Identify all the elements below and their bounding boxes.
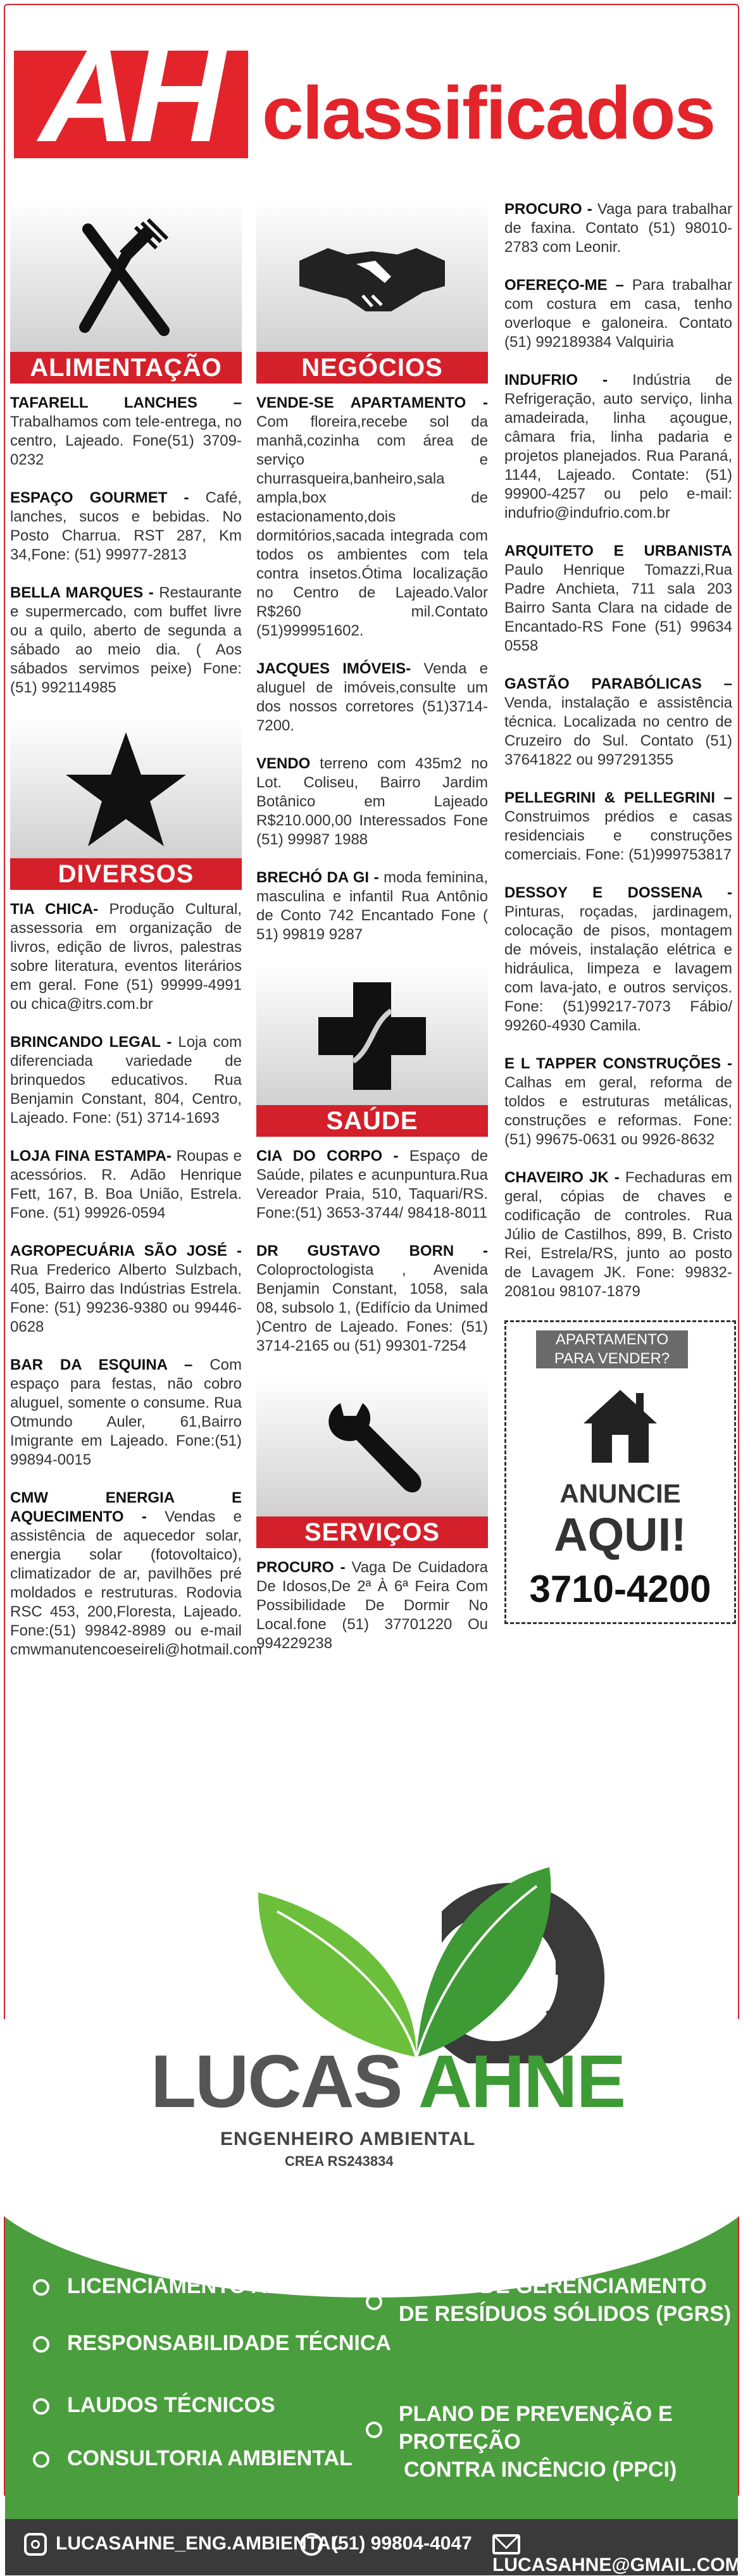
ad-jacques-imoveis [256, 660, 488, 735]
ad-brecho-da-gi [256, 868, 488, 944]
alimentacao-icon-box [10, 197, 242, 356]
ad-text: Produção Cultural, assessoria em organização de livros, edição de livros, palestras sobre literatura, eventos literários em geral. Fone (51) 99999-4991 ou chica@itrs.com.br [10, 901, 242, 1013]
ad-title: LOJA FINA ESTAMPA- [10, 1147, 172, 1165]
mail-icon [492, 2534, 520, 2554]
ad-text: Paulo Henrique Tomazzi,Rua Padre Anchieta, 711 sala 203 Bairro Santa Clara na cidade de Encantado-RS Fone (51) 99634 0558 [504, 561, 732, 654]
category-alimentacao: ALIMENTAÇÃO [10, 352, 242, 384]
ad-title: PELLEGRINI & PELLEGRINI – [504, 789, 732, 806]
ad-tia-chica [10, 900, 242, 1014]
ad-title: VENDE-SE APARTAMENTO - [256, 394, 488, 411]
ad-text: Coloproctologista , Avenida Benjamin Constant, 1058, sala 08, subsolo 1, (Edifício da Unimed )Centro de Lajeado. Fones: (51) 3714-2165 ou (51) 99301-7254 [256, 1261, 488, 1354]
service-label: LICENCIAMENTO AMBIENTAL [67, 2274, 377, 2298]
service-label-line1: PLANO DE PREVENÇÃO E PROTEÇÃO [399, 2402, 673, 2454]
servicos-icon-box [256, 1375, 488, 1520]
ad-procuro-cuidadora [256, 1558, 488, 1653]
category-saude: SAÚDE [256, 1105, 488, 1137]
service-item [33, 2444, 353, 2472]
ad-dessoy-dossena [504, 884, 732, 1035]
house-icon [580, 1387, 660, 1466]
ad-arquiteto [504, 542, 732, 656]
service-item [33, 2272, 377, 2300]
ad-text: Vendas e assistência de aquecedor solar, energia solar (fotovoltaico), climatizador de ar, pavilhões pré moldados e restruturas. Rodovia RSC 453, 200,Floresta, Lajeado. Fone:(51) 99842-8989 ou e-mail cmwmanutencoeseireli@hotmail.com [10, 1508, 262, 1658]
negocios-icon-box [256, 197, 488, 356]
diversos-icon-box [10, 716, 242, 862]
ad-text: Venda, instalação e assistência técnica. Localizada no centro de Cruzeiro do Sul. Contato (51) 37641822 ou 997291355 [504, 694, 732, 768]
ad-title: PROCURO - [504, 201, 592, 218]
ad-title: CIA DO CORPO - [256, 1147, 399, 1165]
ad-title: CHAVEIRO JK - [504, 1169, 620, 1186]
ad-text: Venda e aluguel de imóveis,consulte um dos nossos corretores (51)3714-7200. [256, 660, 489, 734]
gear-bullet-icon [33, 2451, 49, 2468]
ad-procuro-faxina [504, 200, 732, 257]
ad-title: BRECHÓ DA GI - [256, 869, 379, 886]
ad-text: Restaurante e supermercado, com buffet livre ou a quilo, aberto de segunda a sábado ao meio dia. ( Aos sábados servimos peixe) Fone: (51) 992114985 [10, 584, 242, 696]
brand-first: LUCAS [151, 2040, 402, 2123]
masthead [14, 21, 729, 170]
ad-text: Roupas e acessórios. R. Adão Henrique Fett, 167, B. Boa União, Estrela. Fone. (51) 99926-0594 [10, 1147, 242, 1222]
ad-title: DR GUSTAVO BORN - [256, 1242, 488, 1260]
ad-indufrio [504, 371, 732, 523]
ad-brincando-legal [10, 1033, 242, 1128]
leaves-gear-icon [170, 1854, 613, 2063]
ad-text: Indústria de Refrigeração, auto serviço, linha amadeirada, linha açougue, câmara fria, linha padaria e projetos planejados. Rua Paraná, 1144, Lajeado. Contate: (51) 99900-4257 ou pelo e-mail: indufrio@indufrio.com.br [504, 372, 733, 522]
ad-text: Com floreira,recebe sol da manhã,cozinha com área de serviço e churrasqueira,banheiro,sala ampla,box de estacionamento,dois dormitórios,sacada integrada com todos os ambientes com tela contra insetos.Ótima localização no Centro de Lajeado.Valor R$260 mil.Contato (51)999951602. [256, 413, 488, 639]
diversos-ads [10, 900, 262, 1660]
ad-text: Trabalhamos com tele-entrega, no centro, Lajeado. Fone(51) 3709-0232 [10, 413, 242, 468]
wrench-icon [322, 1397, 423, 1498]
ad-text: Calhas em geral, reforma de toldos e estruturas metálicas, construções e reformas. Fone: (51) 99675-0631 ou 9926-8632 [504, 1074, 732, 1148]
ad-espaco-gourmet [10, 489, 242, 565]
ad-text: Rua Frederico Alberto Sulzbach, 405, Bairro das Indústrias Estrela. Fone: (51) 99236-9380 ou 99446-0628 [10, 1261, 242, 1335]
ad-text: terreno com 435m2 no Lot. Coliseu, Bairro Jardim Botânico em Lajeado R$210.000,00 Interessados Fone (51) 99987 1988 [256, 755, 488, 848]
ad-vendo-terreno [256, 754, 488, 849]
brand-crea: CREA RS243834 [285, 2153, 394, 2169]
ah-logo-text: AH [39, 21, 219, 170]
column-3 [504, 197, 732, 1624]
ad-title: BAR DA ESQUINA – [10, 1356, 193, 1373]
ad-title: GASTÃO PARABÓLICAS – [504, 675, 732, 692]
star-icon [63, 729, 189, 849]
ad-title: AGROPECUÁRIA SÃO JOSÉ - [10, 1242, 242, 1260]
service-label-line2: DE RESÍDUOS SÓLIDOS (PGRS) [399, 2302, 732, 2326]
ad-title: E L TAPPER CONSTRUÇÕES - [504, 1055, 732, 1072]
service-label-line2: CONTRA INCÊNCIO (PPCI) [404, 2458, 677, 2482]
servicos-ads [256, 1558, 488, 1653]
ad-el-tapper [504, 1054, 732, 1149]
ad-title: JACQUES IMÓVEIS- [256, 660, 411, 677]
ad-dr-gustavo-born [256, 1242, 488, 1356]
instagram-handle: LUCASAHNE_ENG.AMBIENTAL [56, 2533, 342, 2554]
category-diversos: DIVERSOS [10, 858, 242, 890]
service-label: RESPONSABILIDADE TÉCNICA [67, 2331, 391, 2355]
ad-title: DESSOY E DOSSENA - [504, 884, 732, 901]
whatsapp-icon [300, 2533, 323, 2556]
service-label: LAUDOS TÉCNICOS [67, 2393, 275, 2417]
ad-text: Vaga para trabalhar de faxina. Contato (51) 98010-2783 com Leonir. [504, 201, 732, 256]
service-label-line1: PLANO DE GERENCIAMENTO [399, 2274, 707, 2298]
ad-cmw-energia [10, 1489, 262, 1660]
advertise-line2: AQUI! [554, 1508, 687, 1561]
ad-text: Café, lanches, sucos e bebidas. No Posto Charrua. RST 287, Km 34,Fone: (51) 99977-2813 [10, 489, 242, 563]
whatsapp-number: (51) 99804-4047 [332, 2533, 472, 2554]
email-address: LUCASAHNE@GMAIL.COM [492, 2554, 741, 2576]
service-item [366, 2400, 738, 2484]
ad-tafarell [10, 394, 242, 470]
ad-title: OFEREÇO-ME – [504, 277, 624, 294]
saude-ads [256, 1147, 488, 1356]
service-item [33, 2329, 391, 2357]
alimentacao-ads [10, 394, 242, 697]
ad-text: Fechaduras em geral, cópias de chaves e codificação de controles. Rua Júlio de Castilhos, 899, B. Cristo Rei, Estrela/RS, junto ao posto de Lavagem JK. Fone: 99832-2081ou 98107-1879 [504, 1169, 733, 1300]
gear-bullet-icon [366, 2294, 382, 2310]
brand-name [151, 2040, 625, 2123]
fork-knife-icon [69, 213, 183, 340]
gear-bullet-icon [366, 2422, 382, 2438]
whatsapp-contact[interactable] [300, 2533, 472, 2556]
ad-text: Vaga De Cuidadora De Idosos,De 2ª À 6ª Feira Com Possibilidade De Dormir No Local.fone (51) 37701220 Ou 994229238 [256, 1559, 488, 1652]
ad-title: TAFARELL LANCHES – [10, 394, 242, 411]
saude-icon-box [256, 963, 488, 1109]
ad-title: VENDO [256, 755, 311, 772]
ad-ofereco-me [504, 276, 732, 352]
column-2 [256, 197, 488, 1672]
service-item [366, 2272, 731, 2328]
ad-text: moda feminina, masculina e infantil Rua Antônio de Conto 742 Encantado Fone ( 51) 99819 9287 [256, 869, 489, 943]
masthead-title: classificados [262, 72, 715, 155]
medical-cross-icon [315, 979, 429, 1093]
instagram-icon [24, 2533, 47, 2556]
instagram-contact[interactable] [24, 2533, 342, 2556]
ad-title: BRINCANDO LEGAL - [10, 1034, 172, 1051]
negocios-ads [256, 394, 488, 944]
handshake-icon [296, 235, 448, 318]
gear-bullet-icon [33, 2398, 49, 2415]
advertise-phone: 3710-4200 [529, 1568, 711, 1610]
service-item [33, 2391, 275, 2419]
ad-gastao-parabolicas [504, 675, 732, 770]
ah-logo-box [14, 21, 248, 170]
brand-subtitle: ENGENHEIRO AMBIENTAL [220, 2129, 476, 2149]
brand-last: AHNE [418, 2040, 625, 2123]
ad-title: BELLA MARQUES - [10, 584, 154, 601]
gear-bullet-icon [33, 2336, 49, 2353]
ad-text: Loja com diferenciada variedade de brinquedos educativos. Rua Benjamin Constant, 804, Centro, Lajeado. Fone: (51) 3714-1693 [10, 1034, 242, 1127]
advertise-here-box [504, 1320, 736, 1624]
ad-title: ARQUITETO E URBANISTA [504, 542, 732, 560]
ad-agropecuaria [10, 1242, 242, 1337]
gear-bullet-icon [33, 2279, 49, 2296]
ad-text: Espaço de Saúde, pilates e acunpuntura.Rua Vereador Praia, 510, Taquari/RS. Fone:(51) 3653-3744/ 98418-8011 [256, 1147, 488, 1222]
ad-chaveiro-jk [504, 1168, 732, 1301]
category-negocios: NEGÓCIOS [256, 352, 488, 384]
ad-text: Construimos prédios e casas residenciais e construções comerciais. Fone: (51)999753817 [504, 808, 732, 863]
ad-title: PROCURO - [256, 1559, 346, 1576]
advertise-question: APARTAMENTO PARA VENDER? [536, 1330, 688, 1368]
service-label: CONSULTORIA AMBIENTAL [67, 2446, 353, 2470]
advertise-line1: ANUNCIE [559, 1479, 681, 1508]
contact-bar [5, 2519, 741, 2576]
ad-title: CMW ENERGIA E AQUECIMENTO - [10, 1489, 242, 1525]
ad-title: ESPAÇO GOURMET - [10, 489, 189, 506]
ad-title: INDUFRIO - [504, 372, 608, 389]
lucas-ahne-banner [5, 1854, 741, 2576]
category-servicos: SERVIÇOS [256, 1516, 488, 1548]
ad-vende-se-apartamento [256, 394, 488, 641]
ad-title: TIA CHICA- [10, 901, 99, 918]
column-1 [10, 197, 262, 1679]
ad-pellegrini [504, 789, 732, 865]
ad-bella-marques [10, 584, 242, 697]
ad-cia-do-corpo [256, 1147, 488, 1223]
ad-text: Para trabalhar com costura em casa, tenho overloque e galoneira. Contato (51) 992189384 Valquiria [504, 277, 733, 351]
ad-bar-da-esquina [10, 1356, 242, 1470]
ad-loja-fina-estampa [10, 1147, 242, 1223]
ad-text: Pinturas, roçadas, jardinagem, colocação de pisos, montagem de móveis, instalação elétrica e hidráulica, limpeza e lavagem com lava-jato, e outros serviços. Fone: (51)99217-7073 Fábio/ 99260-4930 Camila. [504, 903, 732, 1034]
ad-text: Com espaço para festas, não cobro aluguel, somente o consume. Rua Otmundo Auler, 61,Bairro Imigrante em Lajeado. Fone:(51) 99894-0015 [10, 1356, 242, 1468]
email-contact[interactable] [492, 2533, 741, 2576]
